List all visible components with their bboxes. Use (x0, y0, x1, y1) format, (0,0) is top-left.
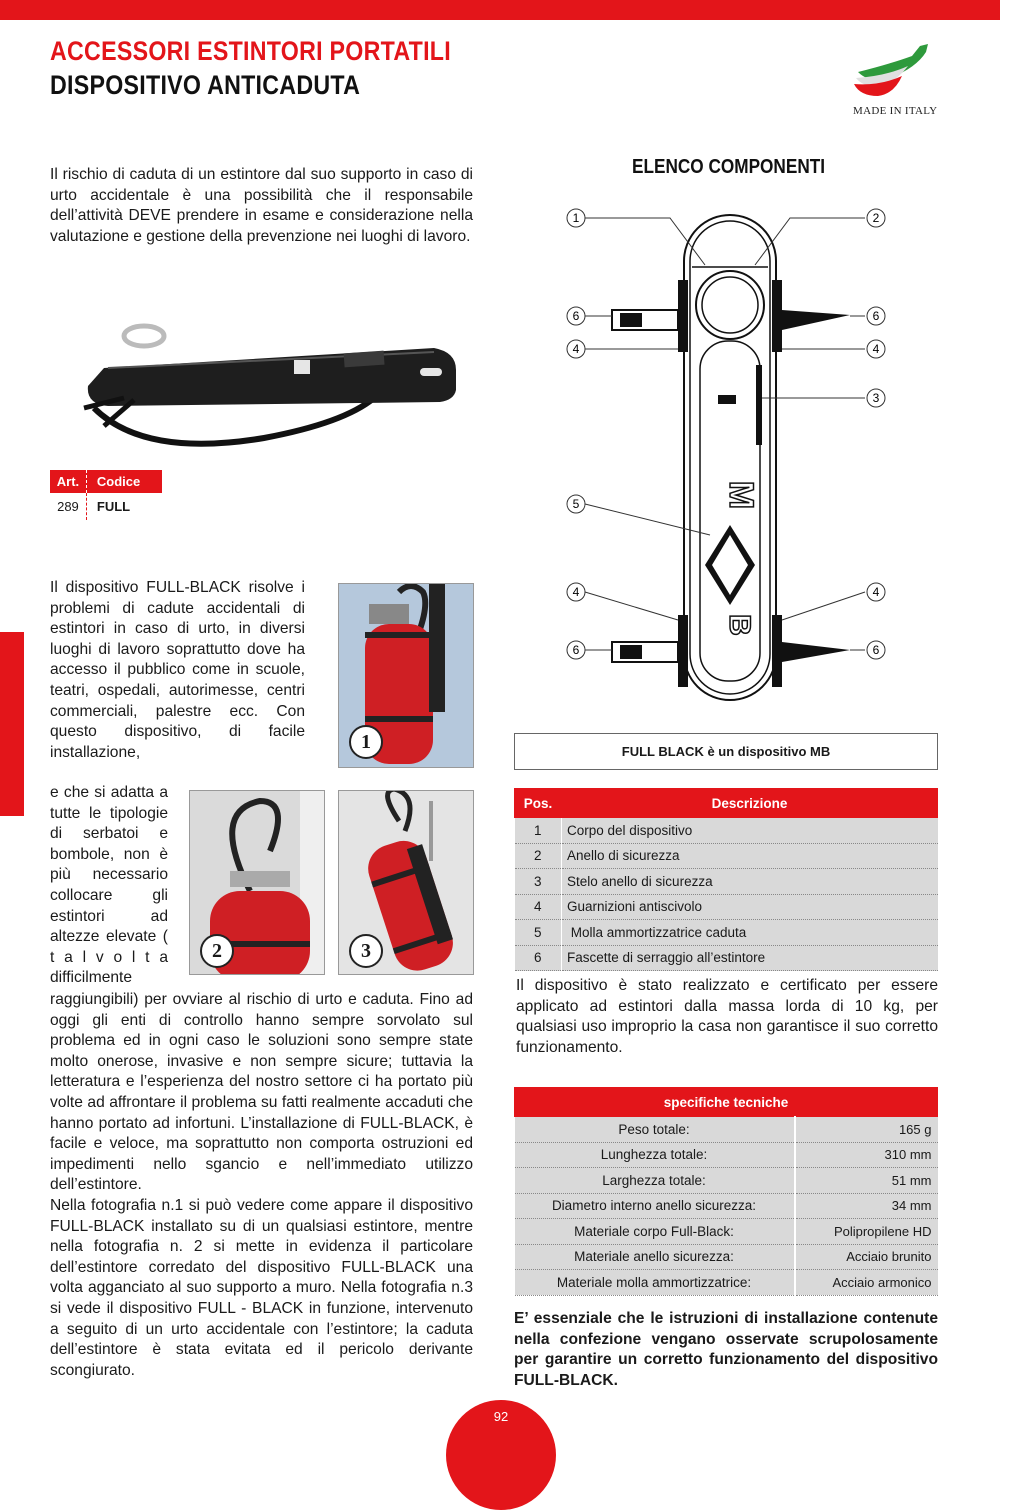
table-row (515, 1219, 938, 1245)
spec-value: Acciaio brunito (795, 1244, 938, 1270)
desc-cell: Fascette di serraggio all’estintore (562, 945, 938, 971)
svg-text:M: M (722, 480, 760, 510)
desc-cell: Guarnizioni antiscivolo (562, 894, 938, 920)
desc-cell: Anello di sicurezza (562, 843, 938, 869)
article-table (50, 470, 162, 520)
side-red-tab (0, 632, 24, 816)
desc-cell: Stelo anello di sicurezza (562, 869, 938, 895)
svg-text:B: B (723, 614, 756, 636)
photo-3-label: 3 (349, 934, 383, 968)
photo-2 (189, 790, 325, 975)
callout-6-bottom-left: 6 (572, 643, 580, 657)
callout-6-top-right: 6 (872, 309, 880, 323)
table-row (515, 1244, 938, 1270)
callout-5: 5 (572, 497, 580, 511)
table-row (515, 920, 938, 946)
photo-1 (338, 583, 474, 768)
callout-6-bottom-right: 6 (872, 643, 880, 657)
callout-4-bottom-right: 4 (872, 585, 880, 599)
desc-cell: Corpo del dispositivo (562, 818, 938, 844)
body-paragraph-1: Il dispositivo FULL-BLACK risolve i problemi di cadute accidentali di estintori in caso di urto, in diversi luoghi di lavoro soprattutto dove ha accesso il pubblico come in scuole, teatri, ospedali, autorimesse, centri commerciali, palestre ecc. Con questo dispositivo, di facile installazione, (50, 579, 305, 761)
codice-value: FULL (86, 493, 162, 520)
component-diagram (560, 195, 900, 715)
specs-header: specifiche tecniche (515, 1088, 938, 1117)
callout-2: 2 (872, 211, 880, 225)
body-paragraph-3b: Nella fotografia n.1 si può vedere come appare il dispositivo FULL-BLACK installato su di un qualsiasi estintore, mentre nella fotografia n. 2 si mette in evidenza il particolare dell’estintore corredato del dispositivo FULL-BLACK una volta agganciato al suo supporto a muro. Nella fotografia n.3 si vede il dispositivo FULL - BLACK in funzione, intervenuto a seguito di un urto accidentale con l’estintore; la caduta dell’estintore è stata evitata ed il pericolo derivante scongiurato. (50, 1196, 473, 1379)
mb-caption: FULL BLACK è un dispositivo MB (514, 733, 938, 770)
diagram-title: ELENCO COMPONENTI (632, 156, 826, 178)
art-header: Art. (50, 470, 86, 493)
art-value: 289 (57, 499, 79, 514)
codice-header: Codice (86, 470, 162, 493)
table-row (515, 843, 938, 869)
callout-1: 1 (572, 211, 580, 225)
installation-warning: E’ essenziale che le istruzioni di installazione contenute nella confezione vengano osservate scrupolosamente per garantire un corretto funzionamento del dispositivo FULL-BLACK. (514, 1310, 938, 1389)
pos-cell: 3 (515, 869, 562, 895)
table-row (515, 945, 938, 971)
spec-label: Larghezza totale: (515, 1168, 795, 1194)
descrizione-header: Descrizione (562, 789, 938, 818)
table-row (515, 818, 938, 844)
page-title: ACCESSORI ESTINTORI PORTATILI (50, 36, 451, 66)
page-number: 92 (493, 1409, 509, 1424)
table-row (515, 1193, 938, 1219)
pos-cell: 6 (515, 945, 562, 971)
certification-note: Il dispositivo è stato realizzato e certificato per essere applicato ad estintori dalla massa lorda di 10 kg, per qualsiasi uso improprio la casa non garantisce il suo corretto funzionamento. (516, 977, 938, 1056)
pos-cell: 1 (515, 818, 562, 844)
made-in-italy-text: MADE IN ITALY (853, 105, 938, 117)
pos-cell: 5 (515, 920, 562, 946)
spec-label: Lunghezza totale: (515, 1142, 795, 1168)
callout-3: 3 (872, 391, 880, 405)
spec-label: Materiale anello sicurezza: (515, 1244, 795, 1270)
pos-cell: 2 (515, 843, 562, 869)
spec-value: Acciaio armonico (795, 1270, 938, 1296)
callout-4-top-right: 4 (872, 342, 880, 356)
photo-2-label: 2 (200, 934, 234, 968)
table-row (515, 1168, 938, 1194)
page-subtitle: DISPOSITIVO ANTICADUTA (50, 70, 361, 100)
spec-value: 51 mm (795, 1168, 938, 1194)
components-table (514, 788, 938, 971)
body-paragraph-3a: raggiungibili) per ovviare al rischio di urto e caduta. Fino ad oggi gli enti di controllo hanno sempre sorvolato sul problema ed in ogni caso le soluzioni sono sempre state molto onerose, invasive e non sempre sicure; tuttavia la letteratura e l’esperienza del nostro settore ci ha portato più volte ad affrontare il problema su fatti realmente accaduti che hanno portato ad infortuni. L’installazione di FULL-BLACK, è facile e veloce, ma soprattutto non comporta ostruzioni ed impedimenti nello sgancio e nell’immediato utilizzo dell’estintore. (50, 991, 473, 1194)
top-red-bar (0, 0, 1000, 20)
spec-label: Peso totale: (515, 1117, 795, 1143)
spec-value: 34 mm (795, 1193, 938, 1219)
spec-value: 165 g (795, 1117, 938, 1143)
table-row (515, 894, 938, 920)
table-row (515, 1270, 938, 1296)
pos-cell: 4 (515, 894, 562, 920)
callout-4-bottom-left: 4 (572, 585, 580, 599)
made-in-italy-logo (850, 38, 940, 100)
body-paragraph-2: e che si adatta a tutte le tipologie di serbatoi e bombole, non è più necessario collocare gli estintori ad altezze elevate ( t a l v o l t a difficilmente (50, 784, 168, 987)
spec-value: Polipropilene HD (795, 1219, 938, 1245)
spec-value: 310 mm (795, 1142, 938, 1168)
callout-4-top-left: 4 (572, 342, 580, 356)
table-row (515, 1117, 938, 1143)
body-paragraph-3 (50, 990, 473, 1381)
photo-3 (338, 790, 474, 975)
desc-cell: Molla ammortizzatrice caduta (562, 920, 938, 946)
spec-label: Diametro interno anello sicurezza: (515, 1193, 795, 1219)
callout-6-top-left: 6 (572, 309, 580, 323)
photo-1-label: 1 (349, 725, 383, 759)
product-photo (64, 308, 464, 458)
intro-paragraph: Il rischio di caduta di un estintore dal suo supporto in caso di urto accidentale è una possibilità che il responsabile dell’attività DEVE prendere in esame e considerazione nella valutazione e gestione della prevenzione nei luoghi di lavoro. (50, 166, 473, 246)
spec-label: Materiale molla ammortizzatrice: (515, 1270, 795, 1296)
pos-header: Pos. (515, 789, 562, 818)
spec-label: Materiale corpo Full-Black: (515, 1219, 795, 1245)
specs-table (514, 1087, 938, 1296)
table-row (515, 1142, 938, 1168)
table-row (515, 869, 938, 895)
